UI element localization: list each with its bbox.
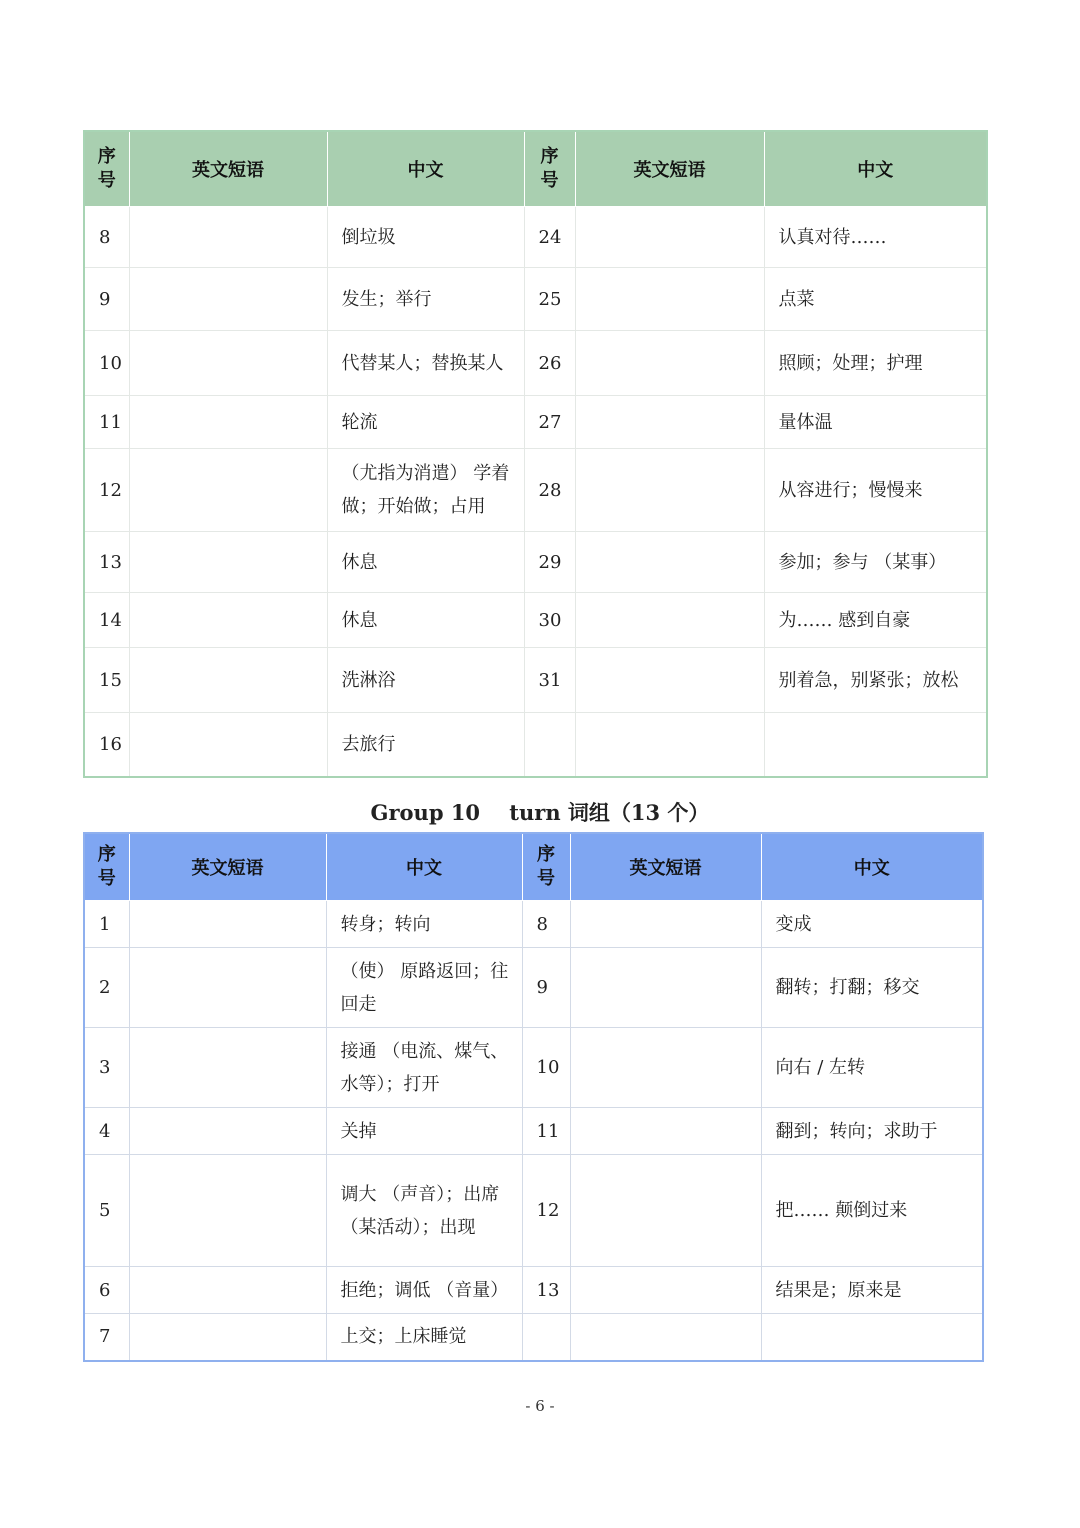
row-index: 7 [84, 1314, 129, 1361]
row-index: 16 [84, 713, 129, 777]
row-index: 1 [84, 901, 129, 948]
english-phrase-cell [129, 331, 327, 396]
header-chinese-right: 中文 [761, 833, 983, 901]
english-phrase-cell [129, 901, 326, 948]
english-phrase-cell [129, 396, 327, 449]
english-phrase-cell [129, 449, 327, 532]
chinese-meaning-cell: 关掉 [326, 1108, 522, 1155]
chinese-meaning-cell: 轮流 [327, 396, 524, 449]
english-phrase-cell [570, 1108, 761, 1155]
chinese-meaning-cell: 照顾；处理；护理 [764, 331, 987, 396]
row-index: 13 [522, 1267, 570, 1314]
english-phrase-cell [129, 948, 326, 1028]
chinese-meaning-cell: 洗淋浴 [327, 648, 524, 713]
english-phrase-cell [129, 713, 327, 777]
chinese-meaning-cell: 转身；转向 [326, 901, 522, 948]
row-index: 13 [84, 532, 129, 593]
chinese-meaning-cell: 变成 [761, 901, 983, 948]
table-row [84, 1155, 983, 1267]
chinese-meaning-cell: 向右 / 左转 [761, 1028, 983, 1108]
chinese-meaning-cell [764, 713, 987, 777]
table-row [84, 713, 987, 777]
chinese-meaning-cell: 量体温 [764, 396, 987, 449]
header-chinese-left: 中文 [327, 131, 524, 207]
chinese-meaning-cell: 拒绝；调低 （音量） [326, 1267, 522, 1314]
row-index: 24 [524, 207, 575, 268]
table-row [84, 901, 983, 948]
row-index: 12 [522, 1155, 570, 1267]
english-phrase-cell [570, 1155, 761, 1267]
chinese-meaning-cell: 发生；举行 [327, 268, 524, 331]
header-english-left: 英文短语 [129, 833, 326, 901]
phrase-table-group-9 [83, 130, 988, 778]
chinese-meaning-cell: 接通 （电流、煤气、水等）；打开 [326, 1028, 522, 1108]
chinese-meaning-cell: 去旅行 [327, 713, 524, 777]
english-phrase-cell [570, 948, 761, 1028]
page-number: - 6 - [525, 1397, 555, 1415]
row-index: 15 [84, 648, 129, 713]
chinese-meaning-cell: 从容进行；慢慢来 [764, 449, 987, 532]
row-index: 6 [84, 1267, 129, 1314]
chinese-meaning-cell: 上交；上床睡觉 [326, 1314, 522, 1361]
row-index: 25 [524, 268, 575, 331]
header-index-left: 序 号 [84, 131, 129, 207]
table-row [84, 1314, 983, 1361]
english-phrase-cell [129, 532, 327, 593]
table-row [84, 593, 987, 648]
chinese-meaning-cell: 参加；参与 （某事） [764, 532, 987, 593]
row-index: 11 [84, 396, 129, 449]
row-index [522, 1314, 570, 1361]
header-index-right: 序 号 [524, 131, 575, 207]
english-phrase-cell [570, 901, 761, 948]
chinese-meaning-cell: 结果是；原来是 [761, 1267, 983, 1314]
english-phrase-cell [575, 449, 764, 532]
row-index [524, 713, 575, 777]
row-index: 12 [84, 449, 129, 532]
phrase-table-group-10 [83, 832, 984, 1362]
row-index: 9 [522, 948, 570, 1028]
row-index: 29 [524, 532, 575, 593]
english-phrase-cell [129, 1267, 326, 1314]
english-phrase-cell [570, 1267, 761, 1314]
table-row [84, 532, 987, 593]
row-index: 8 [84, 207, 129, 268]
chinese-meaning-cell: 调大 （声音）；出席 （某活动）；出现 [326, 1155, 522, 1267]
row-index: 3 [84, 1028, 129, 1108]
header-english-left: 英文短语 [129, 131, 327, 207]
row-index: 27 [524, 396, 575, 449]
english-phrase-cell [575, 648, 764, 713]
chinese-meaning-cell: 点菜 [764, 268, 987, 331]
english-phrase-cell [575, 593, 764, 648]
table-row [84, 1028, 983, 1108]
chinese-meaning-cell: （尤指为消遣） 学着做；开始做；占用 [327, 449, 524, 532]
header-chinese-left: 中文 [326, 833, 522, 901]
table-row [84, 268, 987, 331]
row-index: 5 [84, 1155, 129, 1267]
chinese-meaning-cell: 翻转；打翻；移交 [761, 948, 983, 1028]
english-phrase-cell [129, 593, 327, 648]
chinese-meaning-cell: 休息 [327, 593, 524, 648]
table-row [84, 449, 987, 532]
row-index: 8 [522, 901, 570, 948]
english-phrase-cell [129, 1028, 326, 1108]
table-row [84, 331, 987, 396]
row-index: 28 [524, 449, 575, 532]
header-english-right: 英文短语 [575, 131, 764, 207]
row-index: 10 [84, 331, 129, 396]
group-title: Group 10 turn 词组（13 个） [370, 800, 710, 825]
header-index-right: 序 号 [522, 833, 570, 901]
row-index: 4 [84, 1108, 129, 1155]
english-phrase-cell [129, 268, 327, 331]
english-phrase-cell [575, 713, 764, 777]
english-phrase-cell [575, 331, 764, 396]
english-phrase-cell [129, 1155, 326, 1267]
row-index: 10 [522, 1028, 570, 1108]
row-index: 2 [84, 948, 129, 1028]
english-phrase-cell [570, 1028, 761, 1108]
english-phrase-cell [575, 396, 764, 449]
chinese-meaning-cell: 别着急，别紧张；放松 [764, 648, 987, 713]
header-index-left: 序 号 [84, 833, 129, 901]
chinese-meaning-cell [761, 1314, 983, 1361]
row-index: 31 [524, 648, 575, 713]
table-row [84, 1108, 983, 1155]
row-index: 9 [84, 268, 129, 331]
row-index: 26 [524, 331, 575, 396]
english-phrase-cell [129, 207, 327, 268]
english-phrase-cell [570, 1314, 761, 1361]
chinese-meaning-cell: 认真对待…… [764, 207, 987, 268]
chinese-meaning-cell: （使） 原路返回；往回走 [326, 948, 522, 1028]
english-phrase-cell [575, 268, 764, 331]
table-header-row [84, 131, 987, 207]
chinese-meaning-cell: 翻到；转向；求助于 [761, 1108, 983, 1155]
row-index: 30 [524, 593, 575, 648]
english-phrase-cell [129, 1314, 326, 1361]
chinese-meaning-cell: 倒垃圾 [327, 207, 524, 268]
table-row [84, 948, 983, 1028]
english-phrase-cell [129, 648, 327, 713]
table-row [84, 207, 987, 268]
chinese-meaning-cell: 休息 [327, 532, 524, 593]
table-row [84, 396, 987, 449]
header-chinese-right: 中文 [764, 131, 987, 207]
table-header-row [84, 833, 983, 901]
english-phrase-cell [575, 207, 764, 268]
table-row [84, 1267, 983, 1314]
header-english-right: 英文短语 [570, 833, 761, 901]
row-index: 11 [522, 1108, 570, 1155]
chinese-meaning-cell: 把…… 颠倒过来 [761, 1155, 983, 1267]
english-phrase-cell [129, 1108, 326, 1155]
table-row [84, 648, 987, 713]
english-phrase-cell [575, 532, 764, 593]
chinese-meaning-cell: 代替某人；替换某人 [327, 331, 524, 396]
row-index: 14 [84, 593, 129, 648]
chinese-meaning-cell: 为…… 感到自豪 [764, 593, 987, 648]
